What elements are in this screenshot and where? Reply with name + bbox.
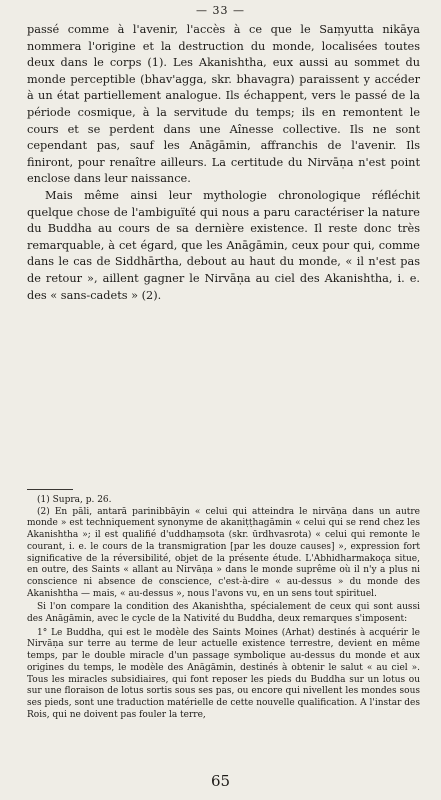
footnote-separator xyxy=(27,489,73,490)
main-text xyxy=(27,22,420,304)
paragraph-1: passé comme à l'avenir, l'accès à ce que le Saṃyutta nikāya nommera l'origine et la destruction du monde, localisées toutes deux dans le corps (1). Les Akanishtha, eux aussi au sommet du monde perceptible (bhav'agga, skr. bhavagra) paraissent y accéder à un état partiellement analogue. Ils échappent, vers le passé de la période cosmique, à la servitude du temps; ils en remontent le cours et se perdent dans une Aînesse collective. Ils ne sont cependant pas, sauf les Anāgāmin, affranchis de l'avenir. Ils finiront, pour renaître ailleurs. La certitude du Nirvāṇa n'est point enclose dans leur naissance. xyxy=(27,23,420,186)
folio-number: 65 xyxy=(210,772,231,790)
footnotes xyxy=(27,495,420,721)
footnote-paragraph: 1° Le Buddha, qui est le modèle des Saints Moines (Arhat) destinés à acquérir le Nirvāṇa sur terre au terme de leur actuelle existence terrestre, devient en même temps, par le double miracle d'un passage symbolique au-dessus du monde et aux origines du temps, le modèle des Anāgāmin, destinés à obtenir le salut « au ciel ». Tous les miracles subsidiaires, qui font reposer les pieds du Buddha sur un lotus ou sur une floraison de lotus sortis sous ses pas, ou encore qui nivellent les mondes sous ses pieds, sont une traduction matérielle de cette nouvelle qualification. A l'instar des Rois, qui ne doivent pas fouler la terre, xyxy=(27,627,420,720)
footnote-2: (2) En pāli, antarā parinibbāyin « celui qui atteindra le nirvāṇa dans un autre monde » est techniquement synonyme de akaniṭṭhagāmin « celui qui se rend chez les Akanishtha »; il est qualifié d'uddhaṃsota (skr. ūrdhvasrota) « celui qui remonte le courant, i. e. le cours de la transmigration [par les douze causes] », expression fort significative de la réversibilité, objet de la présente étude. L'Abhidharmakoça situe, en outre, des Saints « allant au Nirvāṇa » dans le monde suprême où il n'y a plus ni conscience ni absence de conscience, c'est-à-dire « au-dessus » du monde des Akanishtha — mais, « au-dessus », nous l'avons vu, en un sens tout spirituel. xyxy=(27,506,420,599)
running-page-number: — 33 — xyxy=(196,4,245,17)
paragraph-2: Mais même ainsi leur mythologie chronologique réfléchit quelque chose de l'ambiguïté qui nous a paru caractériser la nature du Buddha au cours de sa dernière existence. Il reste donc très remarquable, à cet égard, que les Anāgāmin, ceux pour qui, comme dans le cas de Siddhārtha, debout au haut du monde, « il n'est pas de retour », aillent gagner le Nirvāṇa au ciel des Akanishtha, i. e. des « sans-cadets » (2). xyxy=(27,188,420,302)
footnote-1: (1) Supra, p. 26. xyxy=(37,495,112,505)
footnote-paragraph: Si l'on compare la condition des Akanishtha, spécialement de ceux qui sont aussi des Anāgāmin, avec le cycle de la Nativité du Buddha, deux remarques s'imposent: xyxy=(27,602,420,625)
